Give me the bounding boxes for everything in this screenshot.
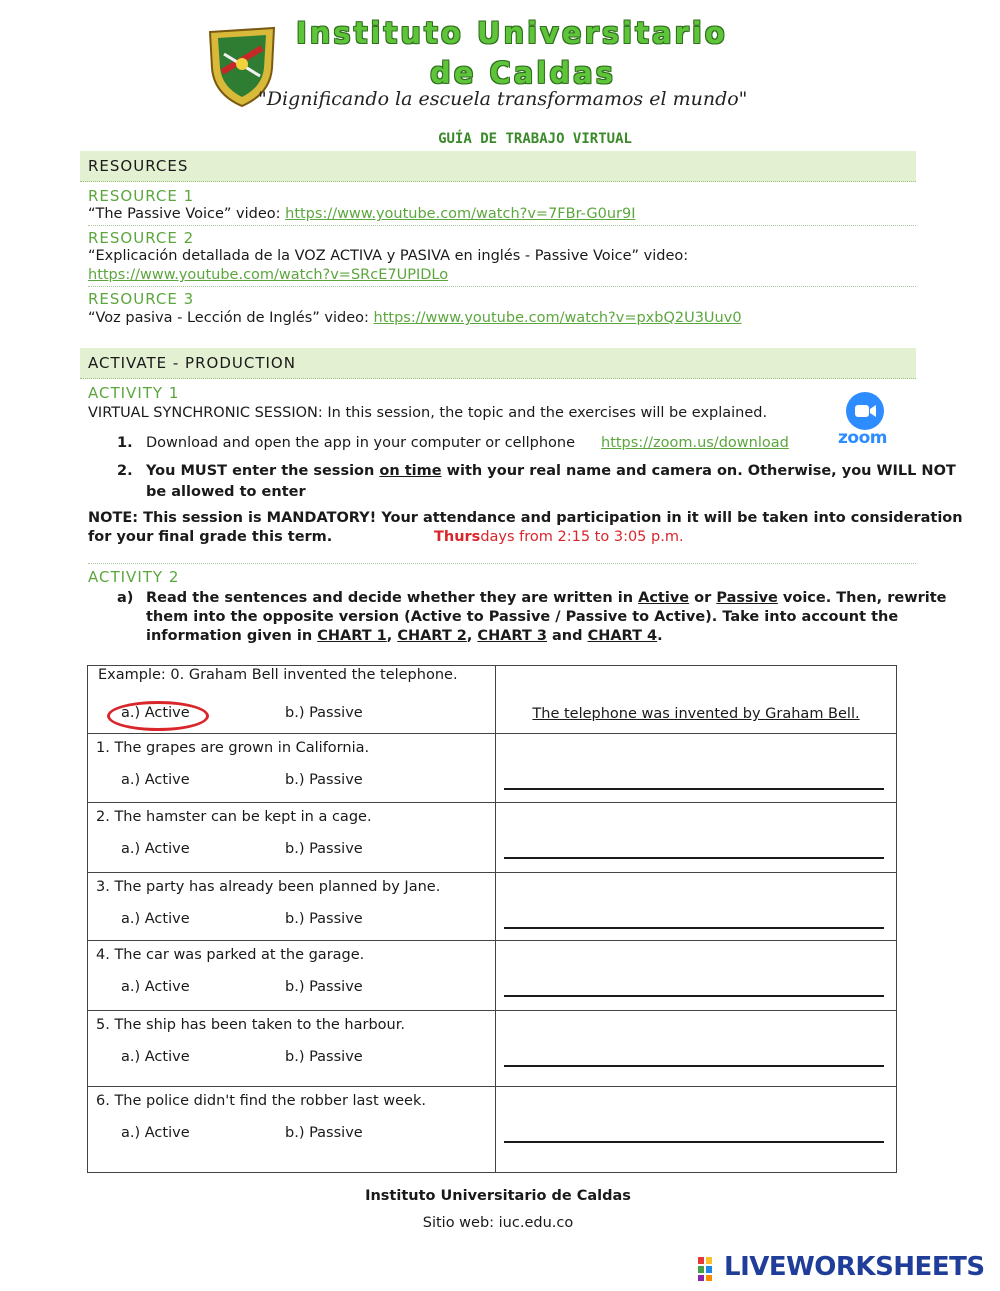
answer-cell [496, 941, 897, 1011]
activate-heading: ACTIVATE - PRODUCTION [88, 354, 296, 372]
resource-1-link[interactable]: https://www.youtube.com/watch?v=7FBr-G0ur9I [285, 206, 636, 222]
step-1-text: Download and open the app in your computer or cellphone [146, 435, 576, 451]
divider [88, 286, 916, 287]
answer-input-line[interactable] [504, 1141, 884, 1143]
option-passive[interactable]: b.) Passive [285, 911, 363, 927]
divider [88, 225, 916, 226]
question-sentence: 5. The ship has been taken to the harbour. [96, 1017, 405, 1033]
option-active[interactable]: a.) Active [121, 911, 190, 927]
step-2-line2: be allowed to enter [146, 484, 306, 500]
option-active[interactable]: a.) Active [121, 979, 190, 995]
activity-2-line2: them into the opposite version (Active to Passive / Passive to Active). Take into account the [146, 609, 899, 625]
step-2-text-c: with your real name and camera on. Otherwise, you WILL NOT [441, 463, 956, 479]
separator: . [657, 628, 663, 644]
question-sentence: 4. The car was parked at the garage. [96, 947, 365, 963]
example-sentence: Example: 0. Graham Bell invented the telephone. [98, 667, 458, 683]
question-cell [88, 803, 496, 873]
resource-3-line [88, 310, 742, 326]
question-cell [88, 941, 496, 1011]
guide-title: GUÍA DE TRABAJO VIRTUAL [438, 131, 632, 147]
example-question-cell [88, 666, 496, 734]
table-row [88, 1011, 897, 1087]
liveworksheets-brand[interactable]: LIVEWORKSHEETS [724, 1252, 985, 1282]
separator: , [466, 628, 478, 644]
example-answer: The telephone was invented by Graham Bell. [532, 706, 860, 722]
answer-cell [496, 873, 897, 941]
resource-2-label: RESOURCE 2 [88, 229, 195, 247]
video-camera-icon [846, 392, 884, 430]
answer-input-line[interactable] [504, 995, 884, 997]
chart-3-ref: CHART 3 [477, 628, 547, 644]
answer-input-line[interactable] [504, 1065, 884, 1067]
step-2-text-a: You MUST enter the session [146, 463, 380, 479]
activity-1-intro: VIRTUAL SYNCHRONIC SESSION: In this session, the topic and the exercises will be explained. [88, 405, 768, 421]
answer-cell [496, 803, 897, 873]
resources-section-bar [80, 151, 916, 182]
note-line1: NOTE: This session is MANDATORY! Your attendance and participation in it will be taken into consideration [88, 510, 963, 526]
institution-title-line1: Instituto Universitario [296, 16, 728, 50]
activity-2-line3 [146, 628, 663, 644]
option-passive[interactable]: b.) Passive [285, 841, 363, 857]
answer-input-line[interactable] [504, 857, 884, 859]
instr-or: or [689, 590, 717, 606]
activity-2-label: ACTIVITY 2 [88, 568, 180, 586]
option-active[interactable]: a.) Active [121, 841, 190, 857]
chart-1-ref: CHART 1 [317, 628, 387, 644]
table-row [88, 941, 897, 1011]
institution-title-line2: de Caldas [430, 56, 616, 90]
question-cell [88, 1011, 496, 1087]
instr-text-e: voice. Then, rewrite [777, 590, 947, 606]
question-sentence: 1. The grapes are grown in California. [96, 740, 370, 756]
zoom-download-link[interactable]: https://zoom.us/download [601, 435, 789, 451]
option-passive[interactable]: b.) Passive [285, 979, 363, 995]
step-2-on-time: on time [379, 463, 442, 479]
instr-passive: Passive [716, 590, 778, 606]
resource-1-line [88, 206, 636, 222]
chart-2-ref: CHART 2 [397, 628, 467, 644]
answer-cell [496, 1087, 897, 1173]
option-active[interactable]: a.) Active [121, 772, 190, 788]
question-sentence: 3. The party has already been planned by Jane. [96, 879, 441, 895]
option-passive[interactable]: b.) Passive [285, 1125, 363, 1141]
example-row [88, 666, 897, 734]
step-2-line1 [146, 463, 956, 479]
step-1-number: 1. [117, 435, 133, 451]
option-passive[interactable]: b.) Passive [285, 1049, 363, 1065]
activity-1-label: ACTIVITY 1 [88, 384, 180, 402]
footer-website: Sitio web: iuc.edu.co [422, 1215, 574, 1231]
institution-motto: "Dignificando la escuela transformamos el mundo" [258, 88, 748, 110]
question-cell [88, 1087, 496, 1173]
step-2-number: 2. [117, 463, 133, 479]
schedule-day: Thurs [434, 529, 481, 545]
divider [88, 563, 916, 564]
example-option-a[interactable]: a.) Active [121, 705, 190, 721]
resources-heading: RESOURCES [88, 157, 189, 175]
footer-institution: Instituto Universitario de Caldas [365, 1188, 631, 1204]
answer-cell [496, 1011, 897, 1087]
instr-active: Active [638, 590, 690, 606]
example-option-b[interactable]: b.) Passive [285, 705, 363, 721]
answer-input-line[interactable] [504, 788, 884, 790]
resource-2-text: “Explicación detallada de la VOZ ACTIVA y PASIVA en inglés - Passive Voice” video: [88, 248, 689, 264]
option-passive[interactable]: b.) Passive [285, 772, 363, 788]
resource-3-text: “Voz pasiva - Lección de Inglés” video: [88, 310, 374, 326]
activity-2-line1 [146, 590, 947, 606]
resource-3-link[interactable]: https://www.youtube.com/watch?v=pxbQ2U3Uuv0 [373, 310, 742, 326]
resource-3-label: RESOURCE 3 [88, 290, 195, 308]
answer-cell [496, 734, 897, 803]
option-active[interactable]: a.) Active [121, 1125, 190, 1141]
session-schedule [434, 529, 684, 545]
separator: , [386, 628, 398, 644]
liveworksheets-logo-icon [698, 1257, 720, 1281]
resource-2-link[interactable]: https://www.youtube.com/watch?v=SRcE7UPIDLo [88, 267, 449, 283]
activate-section-bar [80, 348, 916, 379]
schedule-time: days from 2:15 to 3:05 p.m. [480, 529, 684, 545]
question-cell [88, 734, 496, 803]
exercise-table [87, 665, 897, 1173]
question-cell [88, 873, 496, 941]
zoom-logo[interactable] [846, 392, 884, 430]
table-row [88, 803, 897, 873]
question-sentence: 2. The hamster can be kept in a cage. [96, 809, 372, 825]
answer-input-line[interactable] [504, 927, 884, 929]
table-row [88, 873, 897, 941]
table-row [88, 734, 897, 803]
chart-4-ref: CHART 4 [587, 628, 658, 644]
question-sentence: 6. The police didn't find the robber last week. [96, 1093, 426, 1109]
example-answer-cell [496, 666, 897, 734]
note-line2: for your final grade this term. [88, 529, 333, 545]
option-active[interactable]: a.) Active [121, 1049, 190, 1065]
zoom-wordmark: zoom [838, 428, 887, 448]
instr-text-line3: information given in [146, 628, 318, 644]
resource-1-text: “The Passive Voice” video: [88, 206, 286, 222]
table-row [88, 1087, 897, 1173]
separator: and [546, 628, 588, 644]
resource-1-label: RESOURCE 1 [88, 187, 195, 205]
activity-2-item-letter: a) [117, 590, 134, 606]
instr-text-a: Read the sentences and decide whether they are written in [146, 590, 639, 606]
